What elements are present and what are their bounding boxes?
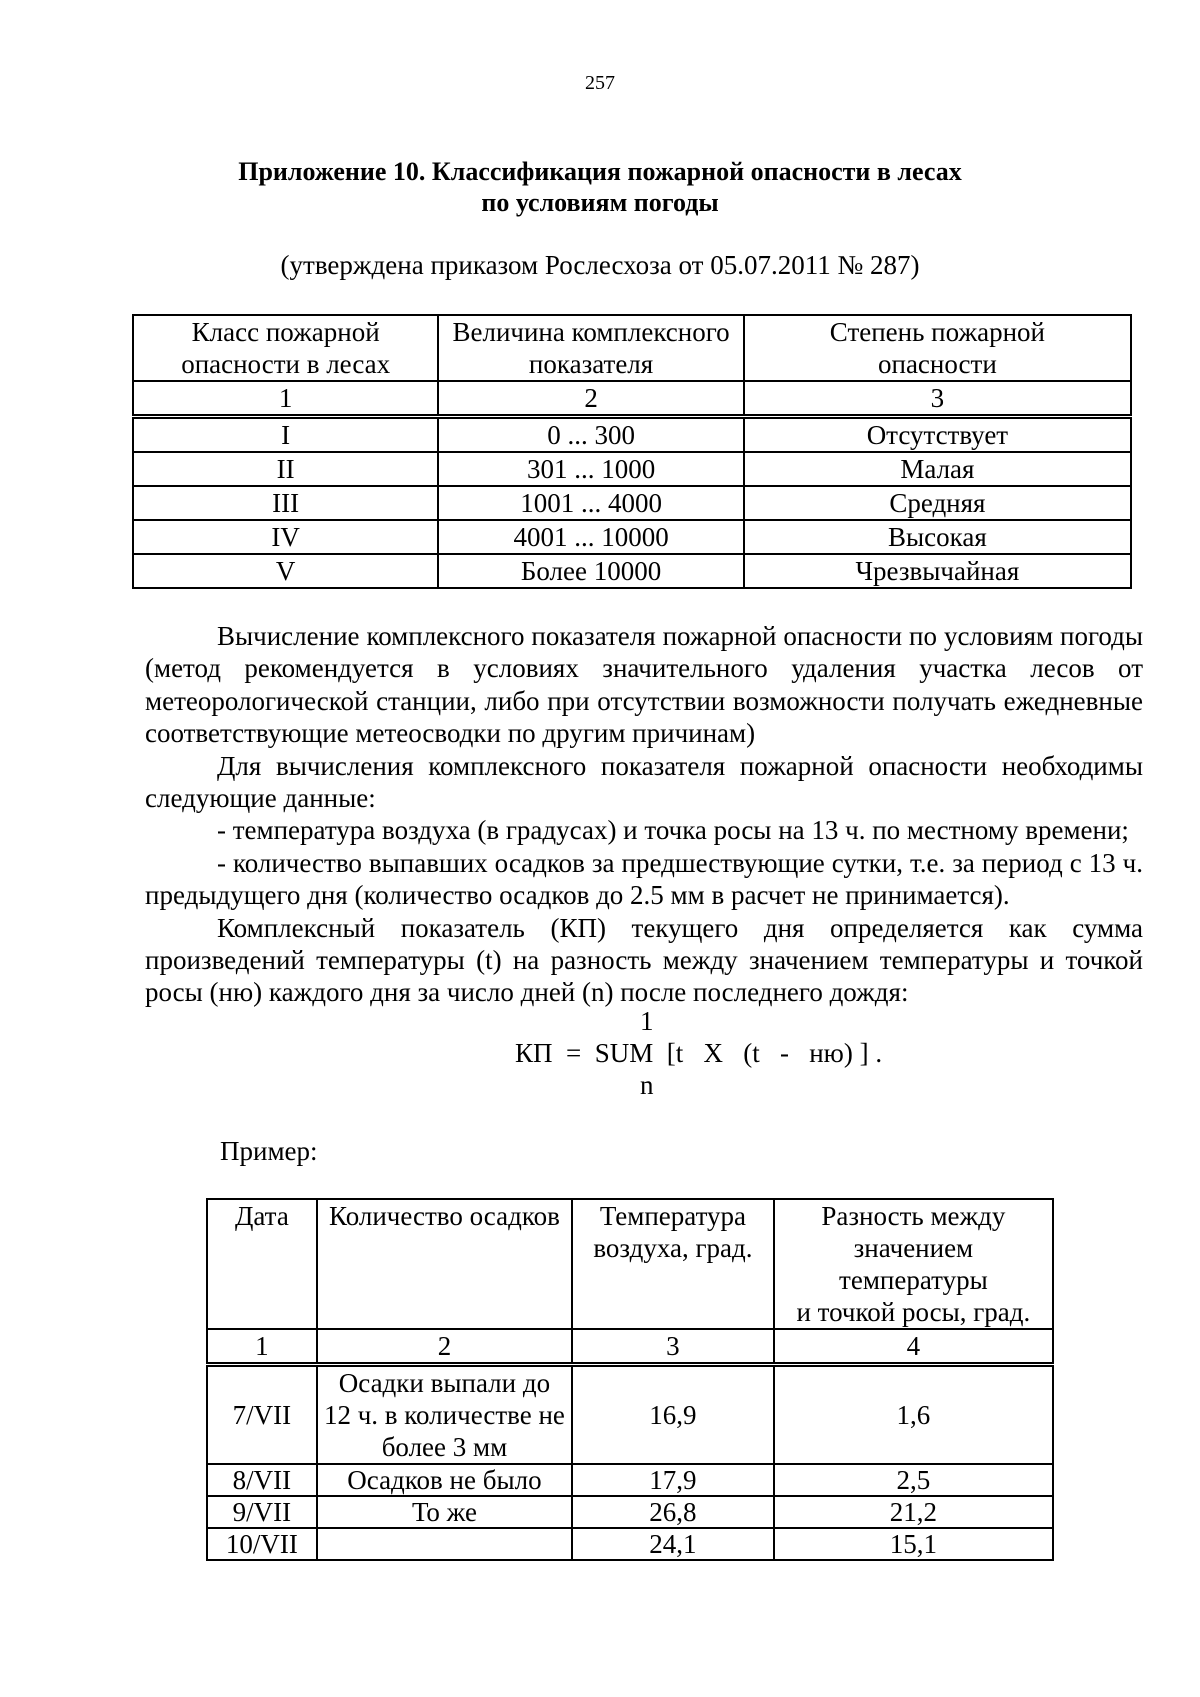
paragraph: Комплексный показатель (КП) текущего дня определяется как сумма произведений температуры (t) на разность между значением температуры и точкой росы (ню) каждого дня за число дней (n) после последнего дождя: [145, 912, 1143, 1008]
table-cell: II [133, 452, 438, 486]
diff-cell: 2,5 [774, 1464, 1053, 1496]
header-cell: Класс пожарной опасности в лесах [133, 315, 438, 381]
column-number: 1 [133, 381, 438, 417]
column-number-row [207, 1329, 1053, 1365]
fire-danger-class-table [132, 314, 1132, 589]
column-number: 3 [744, 381, 1131, 417]
table-row [133, 452, 1131, 486]
table-cell: Более 10000 [438, 554, 743, 588]
table-cell: Чрезвычайная [744, 554, 1131, 588]
table-row [207, 1365, 1053, 1465]
header-cell: Температура воздуха, град. [572, 1199, 774, 1329]
table-header-row [207, 1199, 1053, 1329]
column-number: 3 [572, 1329, 774, 1365]
table-row [207, 1496, 1053, 1528]
formula-lower: n [640, 1070, 654, 1100]
paragraph: Для вычисления комплексного показателя пожарной опасности необходимы следующие данные: [145, 750, 1143, 814]
temp-cell: 17,9 [572, 1464, 774, 1496]
table-row [207, 1528, 1053, 1560]
title-line-2: по условиям погоды [481, 188, 719, 217]
column-number: 2 [438, 381, 743, 417]
table-header-row [133, 315, 1131, 381]
precip-cell [317, 1528, 572, 1560]
example-table [206, 1198, 1054, 1561]
diff-cell: 15,1 [774, 1528, 1053, 1560]
column-number-row [133, 381, 1131, 417]
date-cell: 9/VII [207, 1496, 317, 1528]
table-cell: IV [133, 520, 438, 554]
date-cell: 7/VII [207, 1365, 317, 1465]
paragraph: Вычисление комплексного показателя пожарной опасности по условиям погоды (метод рекомендуется в условиях значительного удаления участка лесов от метеорологической станции, либо при отсутствии возможности получать ежедневные соответствующие метеосводки по другим причинам) [145, 621, 1143, 749]
table-cell: 1001 ... 4000 [438, 486, 743, 520]
diff-cell: 1,6 [774, 1365, 1053, 1465]
title-line-1: Приложение 10. Классификация пожарной опасности в лесах [238, 157, 962, 186]
table-cell: Малая [744, 452, 1131, 486]
precip-cell: Осадков не было [317, 1464, 572, 1496]
header-cell: Разность между значением температуры и точкой росы, град. [774, 1199, 1053, 1329]
table-cell: III [133, 486, 438, 520]
table-cell: 301 ... 1000 [438, 452, 743, 486]
header-cell: Степень пожарной опасности [744, 315, 1131, 381]
table-cell: I [133, 417, 438, 453]
precip-cell: Осадки выпали до 12 ч. в количестве не более 3 мм [317, 1365, 572, 1465]
formula-upper: 1 [640, 1006, 654, 1036]
example-label: Пример: [220, 1136, 318, 1166]
date-cell: 8/VII [207, 1464, 317, 1496]
date-cell: 10/VII [207, 1528, 317, 1560]
approval-note: (утверждена приказом Рослесхоза от 05.07.2011 № 287) [280, 250, 920, 280]
table-cell: V [133, 554, 438, 588]
formula-main: КП = SUM [t X (t - ню) ] . [515, 1038, 883, 1068]
page-number: 257 [585, 72, 615, 94]
diff-cell: 21,2 [774, 1496, 1053, 1528]
temp-cell: 16,9 [572, 1365, 774, 1465]
table-row [133, 486, 1131, 520]
temp-cell: 26,8 [572, 1496, 774, 1528]
header-cell: Количество осадков [317, 1199, 572, 1329]
header-cell: Дата [207, 1199, 317, 1329]
table-cell: Средняя [744, 486, 1131, 520]
table-row [133, 417, 1131, 453]
page-title [150, 156, 1050, 218]
table-row [133, 520, 1131, 554]
table-cell: Отсутствует [744, 417, 1131, 453]
column-number: 2 [317, 1329, 572, 1365]
body-text [145, 620, 1143, 1009]
precip-cell: То же [317, 1496, 572, 1528]
table-cell: 0 ... 300 [438, 417, 743, 453]
temp-cell: 24,1 [572, 1528, 774, 1560]
list-item: - температура воздуха (в градусах) и точка росы на 13 ч. по местному времени; [217, 815, 1129, 846]
table-cell: Высокая [744, 520, 1131, 554]
table-row [207, 1464, 1053, 1496]
column-number: 4 [774, 1329, 1053, 1365]
list-item: - количество выпавших осадков за предшествующие сутки, т.е. за период с 13 ч. предыдущего дня (количество осадков до 2.5 мм в расчет не принимается). [145, 847, 1143, 911]
header-cell: Величина комплексного показателя [438, 315, 743, 381]
table-cell: 4001 ... 10000 [438, 520, 743, 554]
table-row [133, 554, 1131, 588]
column-number: 1 [207, 1329, 317, 1365]
